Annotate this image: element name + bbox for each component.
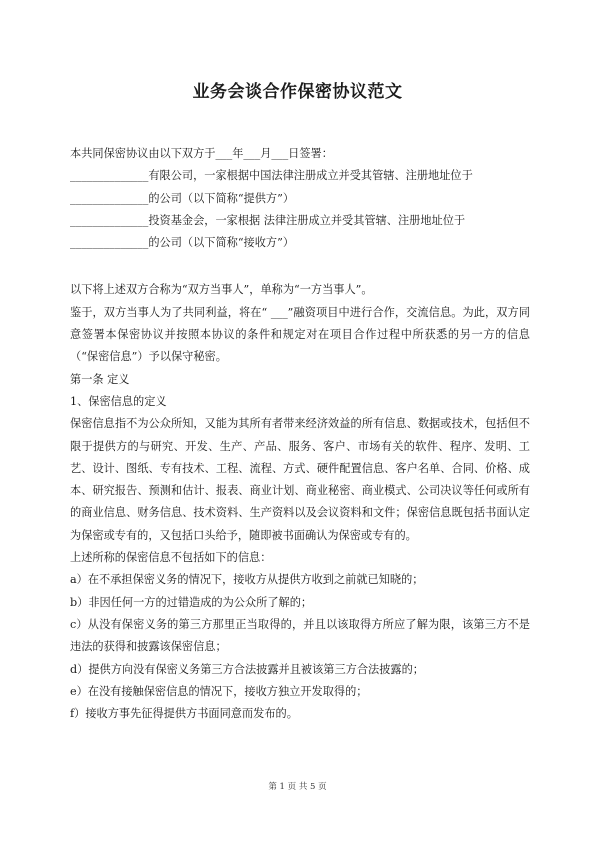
article-1-heading: 第一条 定义 — [70, 372, 130, 386]
purpose-paragraph: 鉴于，双方当事人为了共同利益，将在“ ___”融资项目中进行合作，交流信息。为此，双方同意签署本保密协议并按照本协议的条件和规定对在项目合作过程中所获悉的另一方的信息（“保密信息”）予以保守秘密。 — [70, 305, 530, 364]
exclusion-item-a: a）在不承担保密义务的情况下，接收方从提供方收到之前就已知晓的； — [70, 573, 424, 587]
exclusion-item-d: d）提供方向没有保密义务第三方合法披露并且被该第三方合法披露的； — [70, 662, 424, 676]
document-title: 业务会谈合作保密协议范文 — [192, 82, 403, 102]
paragraph-gap — [70, 254, 530, 279]
document-body — [70, 143, 530, 725]
party-b-line-2: ______________的公司（以下简称“接收方”） — [70, 236, 295, 250]
exclusion-item-f: f）接收方事先征得提供方书面同意而发布的。 — [70, 707, 298, 721]
party-a-line-2: ______________的公司（以下简称“提供方”） — [70, 191, 295, 205]
party-b-line-1: ______________投资基金会，一家根据 法律注册成立并受其管辖、注册地址位于 — [70, 213, 466, 227]
clause-1-heading: 1、保密信息的定义 — [70, 394, 167, 408]
exclusions-intro: 上述所称的保密信息不包括如下的信息： — [70, 551, 272, 565]
party-a-line-1: ______________有限公司，一家根据中国法律注册成立并受其管辖、注册地址位于 — [70, 169, 473, 183]
signing-date-line: 本共同保密协议由以下双方于___年___月___日签署： — [70, 147, 333, 160]
parties-definition: 以下将上述双方合称为“双方当事人”，单称为“一方当事人”。 — [70, 283, 373, 297]
clause-1-text: 保密信息指不为公众所知，又能为其所有者带来经济效益的所有信息、数据或技术，包括但不限于提供方的与研究、开发、生产、产品、服务、客户、市场有关的软件、程序、发明、工艺、设计、图纸、专有技术、工程、流程、方式、硬件配置信息、客户名单、合同、价格、成本、研究报告、预测和估计、报表、商业计划、商业秘密、商业模式、公司决议等任何或所有的商业信息、财务信息、技术资料、生产资料以及会议资料和文件；保密信息既包括书面认定为保密或专有的，又包括口头给予，随即被书面确认为保密或专有的。 — [70, 417, 530, 542]
exclusion-item-e: e）在没有接触保密信息的情况下，接收方独立开发取得的； — [70, 684, 368, 698]
exclusion-item-b: b）非因任何一方的过错造成的为公众所了解的； — [70, 595, 313, 609]
exclusion-item-c: c）从没有保密义务的第三方那里正当取得的，并且以该取得方所应了解为限，该第三方不是违法的获得和披露该保密信息； — [70, 617, 530, 654]
page-number-footer: 第 1 页 共 5 页 — [268, 782, 327, 792]
